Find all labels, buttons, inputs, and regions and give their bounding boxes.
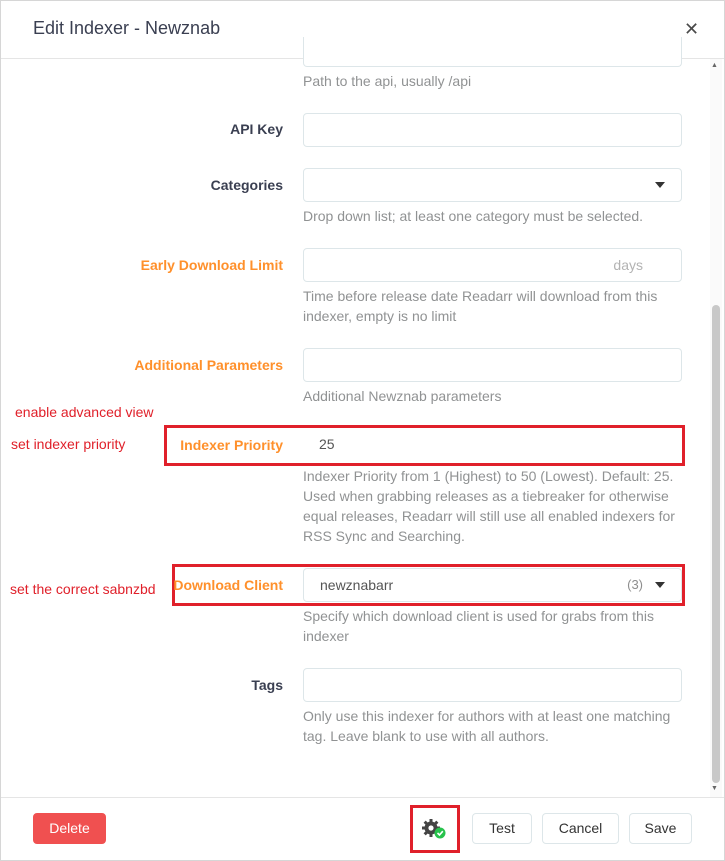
download-client-select[interactable] xyxy=(303,568,682,602)
delete-button[interactable]: Delete xyxy=(33,813,106,844)
scrollbar-thumb[interactable] xyxy=(712,305,720,783)
advanced-settings-toggle[interactable] xyxy=(421,818,449,842)
modal-title: Edit Indexer - Newznab xyxy=(33,18,221,38)
scroll-up-icon[interactable]: ▲ xyxy=(711,62,718,69)
categories-label: Categories xyxy=(210,177,283,193)
download-client-label: Download Client xyxy=(173,577,283,593)
save-button[interactable]: Save xyxy=(629,813,692,844)
annotation-advanced-view: enable advanced view xyxy=(15,404,154,420)
annotation-indexer-priority: set indexer priority xyxy=(11,436,126,452)
days-suffix: days xyxy=(613,257,643,273)
additional-parameters-help: Additional Newznab parameters xyxy=(303,388,502,404)
categories-help: Drop down list; at least one category must be selected. xyxy=(303,208,644,224)
indexer-priority-value: 25 xyxy=(319,436,335,452)
additional-parameters-input[interactable] xyxy=(303,348,682,382)
annotation-download-client: set the correct sabnzbd xyxy=(10,581,156,597)
indexer-priority-help: Indexer Priority from 1 (Highest) to 50 (Lowest). Default: 25. Used when grabbing releases as a tiebreaker for otherwise equal releases, Readarr will still use all enabled indexers for RSS Sync and Searching. xyxy=(303,468,675,544)
api-path-help: Path to the api, usually /api xyxy=(303,73,472,89)
tags-label: Tags xyxy=(251,677,283,693)
scroll-down-icon[interactable]: ▼ xyxy=(711,785,718,792)
indexer-priority-input[interactable] xyxy=(303,428,682,462)
early-download-limit-label: Early Download Limit xyxy=(140,257,283,273)
tags-help: Only use this indexer for authors with at least one matching tag. Leave blank to use with all authors. xyxy=(303,708,671,744)
download-client-value: newznabarr xyxy=(320,577,394,593)
categories-select[interactable] xyxy=(303,168,682,202)
api-key-label: API Key xyxy=(230,121,283,137)
early-download-limit-input[interactable] xyxy=(303,248,682,282)
test-button[interactable]: Test xyxy=(472,813,532,844)
api-path-input[interactable] xyxy=(303,37,682,67)
download-client-help: Specify which download client is used for grabs from this indexer xyxy=(303,608,654,644)
early-download-limit-help: Time before release date Readarr will download from this indexer, empty is no limit xyxy=(303,288,658,324)
caret-down-icon xyxy=(655,182,665,188)
caret-down-icon xyxy=(655,582,665,588)
cancel-button[interactable]: Cancel xyxy=(542,813,619,844)
close-icon[interactable]: ✕ xyxy=(684,19,700,39)
api-key-input[interactable] xyxy=(303,113,682,147)
gear-icon xyxy=(421,818,449,842)
indexer-priority-label: Indexer Priority xyxy=(180,437,283,453)
download-client-count: (3) xyxy=(627,577,643,592)
additional-parameters-label: Additional Parameters xyxy=(134,357,283,373)
tags-input[interactable] xyxy=(303,668,682,702)
